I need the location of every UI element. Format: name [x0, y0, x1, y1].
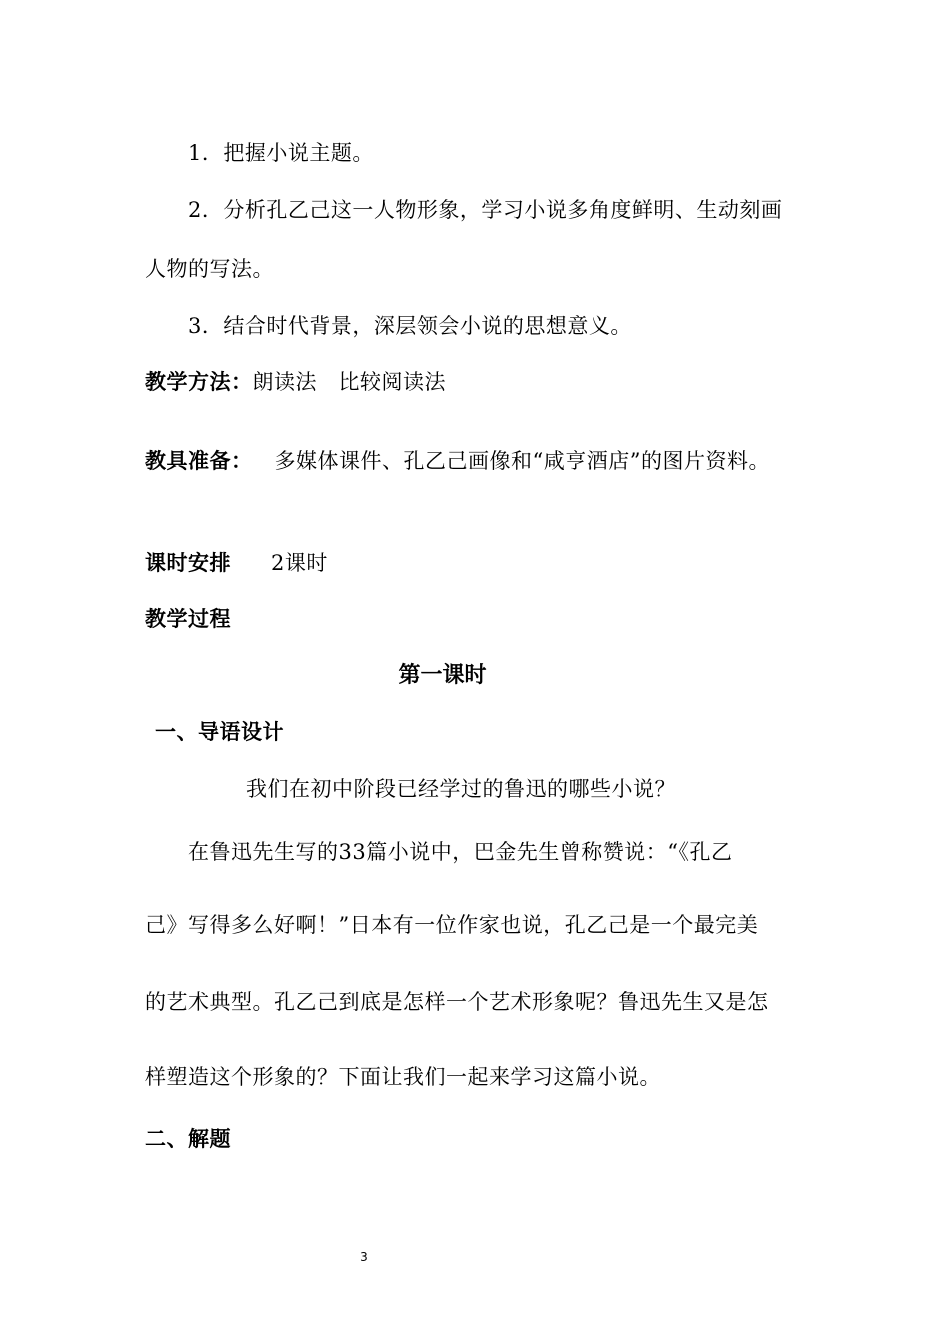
- section-1-paragraph-line-2: 己》写得多么好啊！”日本有一位作家也说，孔乙己是一个最完美: [145, 913, 759, 937]
- section-1-paragraph-line-4: 样塑造这个形象的？下面让我们一起来学习这篇小说。: [145, 1065, 661, 1089]
- teaching-process-heading: 教学过程: [145, 607, 231, 631]
- teaching-method-value: 朗读法 比较阅读法: [252, 370, 446, 394]
- teaching-method: [145, 368, 446, 396]
- class-schedule-value: 2课时: [271, 551, 328, 575]
- page-number: 3: [360, 1250, 368, 1264]
- teaching-tools: [145, 447, 770, 475]
- objective-3: 3．结合时代背景，深层领会小说的思想意义。: [188, 314, 632, 338]
- objective-2-line-2: 人物的写法。: [145, 257, 274, 281]
- objective-1: 1．把握小说主题。: [188, 141, 374, 165]
- class-schedule: [145, 549, 328, 577]
- objective-2-line-1: 2．分析孔乙己这一人物形象，学习小说多角度鲜明、生动刻画: [188, 198, 783, 222]
- section-1-heading: 一、导语设计: [155, 720, 284, 744]
- teaching-tools-value: 多媒体课件、孔乙己画像和“咸亨酒店”的图片资料。: [274, 449, 770, 473]
- section-1-paragraph-line-3: 的艺术典型。孔乙己到底是怎样一个艺术形象呢？鲁迅先生又是怎: [145, 990, 769, 1014]
- section-1-paragraph-line-1: 在鲁迅先生写的33篇小说中，巴金先生曾称赞说：“《孔乙: [188, 840, 733, 864]
- teaching-method-label: 教学方法：: [145, 370, 253, 394]
- section-1-question: 我们在初中阶段已经学过的鲁迅的哪些小说？: [246, 777, 676, 801]
- class-schedule-label: 课时安排: [145, 551, 231, 575]
- teaching-tools-label: 教具准备：: [145, 449, 253, 473]
- lesson-title: 第一课时: [398, 663, 487, 688]
- section-2-heading: 二、解题: [145, 1127, 231, 1151]
